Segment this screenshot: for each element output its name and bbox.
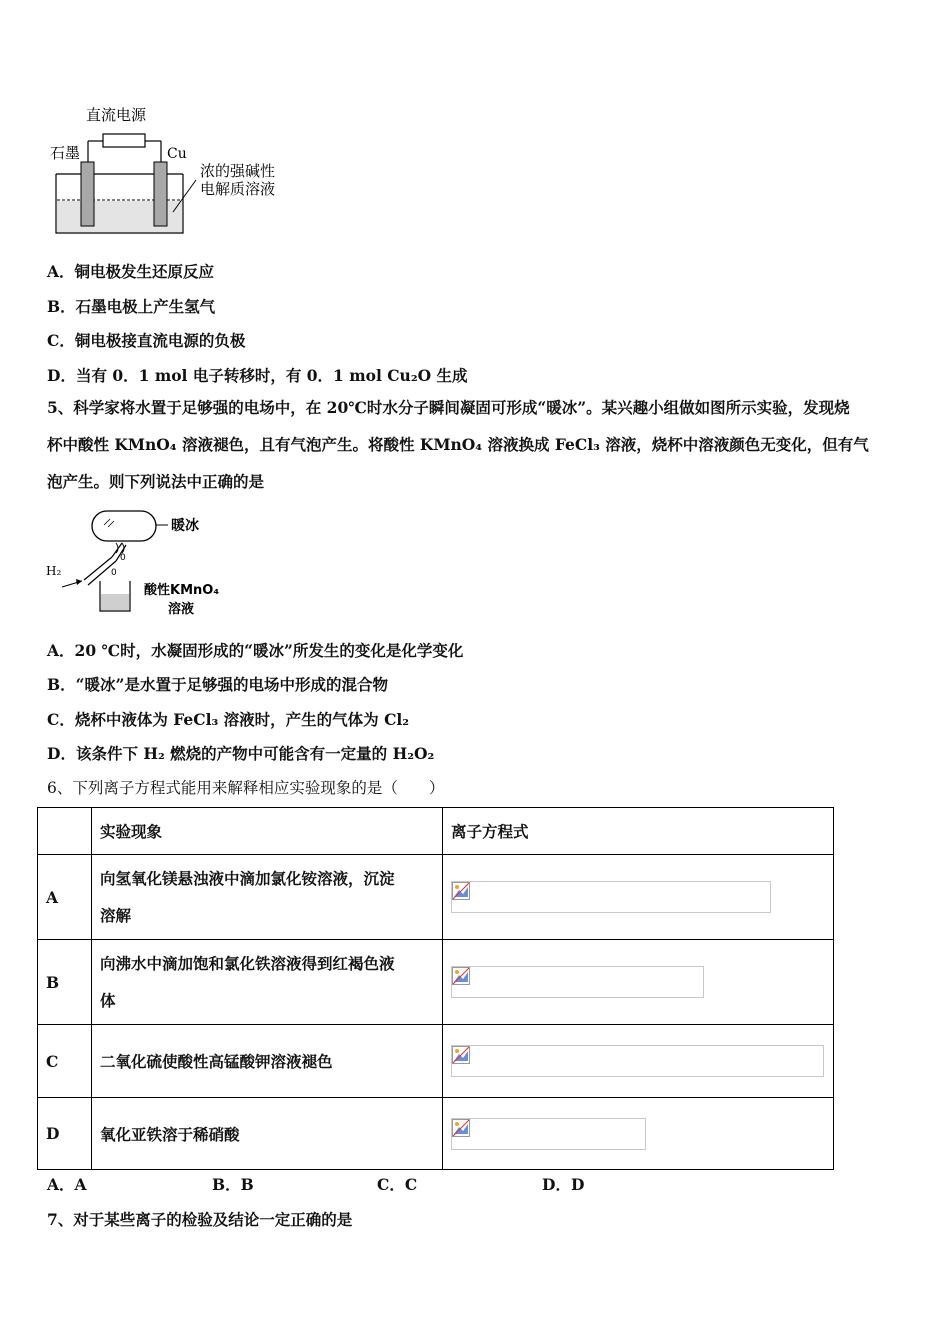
q5-stem: 5、科学家将水置于足够强的电场中，在 20℃时水分子瞬间凝固可形成“暖冰”。某兴趣小组做如图所示实验，发现烧 杯中酸性 KMnO₄ 溶液褪色，且有气泡产生。将酸性 KMnO₄ 溶液换成 FeCl₃ 溶液，烧杯中溶液颜色无变化，但有气 泡产生。则下列说法中正确的是 [47,398,869,491]
kmno4-label-2: 溶液 [168,602,195,617]
q5-option-b: B．“暖冰”是水置于足够强的电场中形成的混合物 [47,675,388,694]
q6-table [37,807,834,1170]
q6-stem: 6、下列离子方程式能用来解释相应实验现象的是（ ） [47,779,445,797]
row-phenomenon: 二氧化硫使酸性高锰酸钾溶液褪色 [92,1025,443,1098]
equation-image [451,1118,646,1150]
q5-option-a: A．20 ℃时，水凝固形成的“暖冰”所发生的变化是化学变化 [47,641,464,660]
row-label: A [38,855,92,940]
row-equation [443,940,834,1025]
table-row [38,855,834,940]
row-phenomenon: 向沸水中滴加饱和氯化铁溶液得到红褐色液 体 [92,940,443,1025]
broken-image-icon [452,1046,470,1064]
power-source-box [103,134,145,147]
power-source-label: 直流电源 [86,106,147,124]
row-equation [443,1098,834,1170]
q6-answer-b: B．B [212,1175,254,1194]
electrolysis-diagram [48,100,298,245]
q4-option-b: B．石墨电极上产生氢气 [47,297,216,316]
kmno4-solution [101,594,129,610]
equation-image [451,881,771,913]
graphite-electrode [81,162,94,226]
svg-text:0: 0 [111,568,117,578]
q6-answer-d: D．D [542,1175,585,1194]
row-phenomenon: 向氢氧化镁悬浊液中滴加氯化铵溶液，沉淀 溶解 [92,855,443,940]
header-cell-label [38,808,92,855]
header-cell-phenomenon: 实验现象 [92,808,443,855]
q5-option-d: D．该条件下 H₂ 燃烧的产物中可能含有一定量的 H₂O₂ [47,744,435,763]
q6-answer-a: A．A [47,1175,87,1194]
warm-ice-plate [92,511,156,541]
svg-text:0: 0 [120,553,126,563]
broken-image-icon [452,882,470,900]
row-equation [443,855,834,940]
solution-label-2: 电解质溶液 [200,180,276,198]
cu-label: Cu [167,146,187,162]
table-header-row [38,808,834,855]
q7-stem: 7、对于某些离子的检验及结论一定正确的是 [47,1210,353,1229]
q4-option-a: A．铜电极发生还原反应 [47,262,215,281]
header-cell-equation: 离子方程式 [443,808,834,855]
table-row [38,1025,834,1098]
table-row [38,940,834,1025]
warm-ice-diagram [44,505,244,625]
row-phenomenon: 氧化亚铁溶于稀硝酸 [92,1098,443,1170]
cu-electrode [154,162,167,226]
broken-image-icon [452,1119,470,1137]
graphite-label: 石墨 [50,144,81,162]
q5-option-c: C．烧杯中液体为 FeCl₃ 溶液时，产生的气体为 Cl₂ [47,710,410,729]
table-row [38,1098,834,1170]
q4-option-d: D．当有 0．1 mol 电子转移时，有 0．1 mol Cu₂O 生成 [47,366,468,385]
equation-image [451,966,704,998]
row-label: B [38,940,92,1025]
warm-ice-label: 暖冰 [171,518,199,534]
solution-label-1: 浓的强碱性 [200,162,276,180]
q6-answer-c: C．C [377,1175,418,1194]
row-equation [443,1025,834,1098]
row-label: D [38,1098,92,1170]
row-label: C [38,1025,92,1098]
h2-label: H₂ [46,564,62,578]
q4-option-c: C．铜电极接直流电源的负极 [47,331,246,350]
equation-image [451,1045,824,1077]
broken-image-icon [452,967,470,985]
kmno4-label-1: 酸性KMnO₄ [144,583,220,598]
